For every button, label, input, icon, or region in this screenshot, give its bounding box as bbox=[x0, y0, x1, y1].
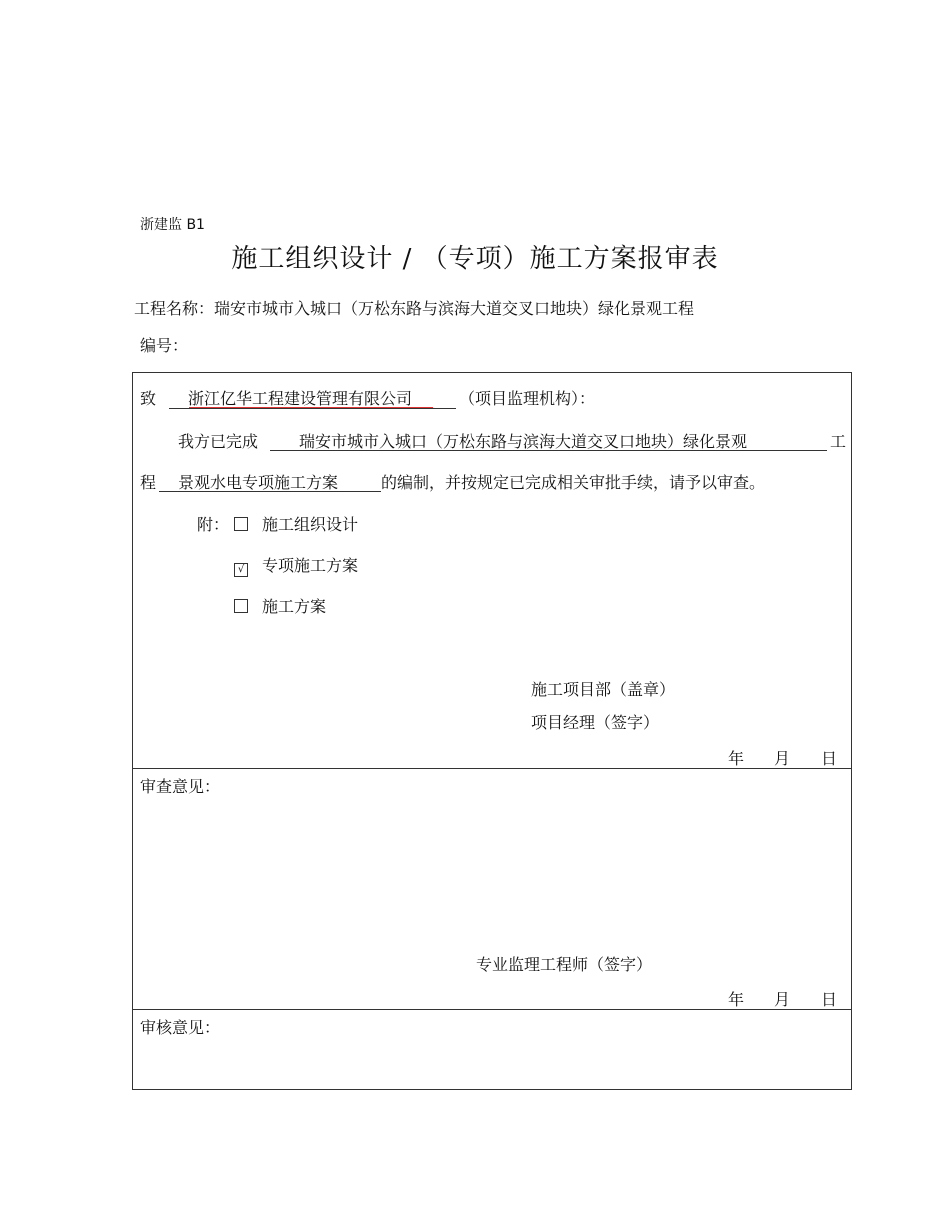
attachment-label: 施工方案 bbox=[262, 597, 327, 616]
attachment-item bbox=[234, 512, 358, 535]
audit-opinion-label: 审核意见： bbox=[140, 1018, 221, 1037]
to-label: 致 bbox=[140, 389, 157, 408]
dept-sign-label: 施工项目部（盖章） bbox=[531, 680, 676, 699]
review-opinion-label: 审查意见： bbox=[140, 777, 221, 796]
recipient-name: 浙江亿华工程建设管理有限公司 bbox=[188, 389, 413, 408]
date-year: 年 bbox=[728, 990, 745, 1009]
form-code: 浙建监 B1 bbox=[140, 217, 205, 233]
page-title: 施工组织设计 / （专项）施工方案报审表 bbox=[231, 244, 719, 274]
attachment-item bbox=[234, 553, 358, 576]
line3-suffix: 的编制，并按规定已完成相关审批手续，请予以审查。 bbox=[381, 473, 766, 492]
date-year: 年 bbox=[728, 749, 745, 768]
plan-name: 景观水电专项施工方案 bbox=[178, 473, 339, 492]
date-day: 日 bbox=[821, 749, 838, 768]
date-month: 月 bbox=[774, 749, 791, 768]
attachment-item bbox=[234, 594, 326, 617]
date-month: 月 bbox=[774, 990, 791, 1009]
recipient-suffix: （项目监理机构）： bbox=[459, 389, 596, 408]
checkbox[interactable]: √ bbox=[234, 563, 248, 577]
number-label: 编号： bbox=[140, 336, 189, 355]
attach-label: 附： bbox=[197, 515, 230, 534]
pm-sign-label: 项目经理（签字） bbox=[531, 713, 660, 732]
section-divider bbox=[133, 768, 851, 769]
engineer-sign-label: 专业监理工程师（签字） bbox=[476, 955, 653, 974]
project-name-line: 工程名称：瑞安市城市入城口（万松东路与滨海大道交叉口地块）绿化景观工程 bbox=[134, 299, 695, 318]
section-divider bbox=[133, 1009, 851, 1010]
checkbox[interactable] bbox=[234, 599, 248, 613]
checkbox[interactable] bbox=[234, 517, 248, 531]
date-day: 日 bbox=[821, 990, 838, 1009]
attachment-label: 施工组织设计 bbox=[262, 515, 359, 534]
completed-prefix: 我方已完成 bbox=[178, 432, 259, 451]
project-name-part: 瑞安市城市入城口（万松东路与滨海大道交叉口地块）绿化景观 bbox=[299, 432, 748, 451]
review-form-table bbox=[132, 372, 852, 1090]
attachment-label: 专项施工方案 bbox=[262, 556, 359, 575]
line3-prefix: 程 bbox=[140, 473, 157, 492]
line2-suffix: 工 bbox=[830, 432, 847, 451]
